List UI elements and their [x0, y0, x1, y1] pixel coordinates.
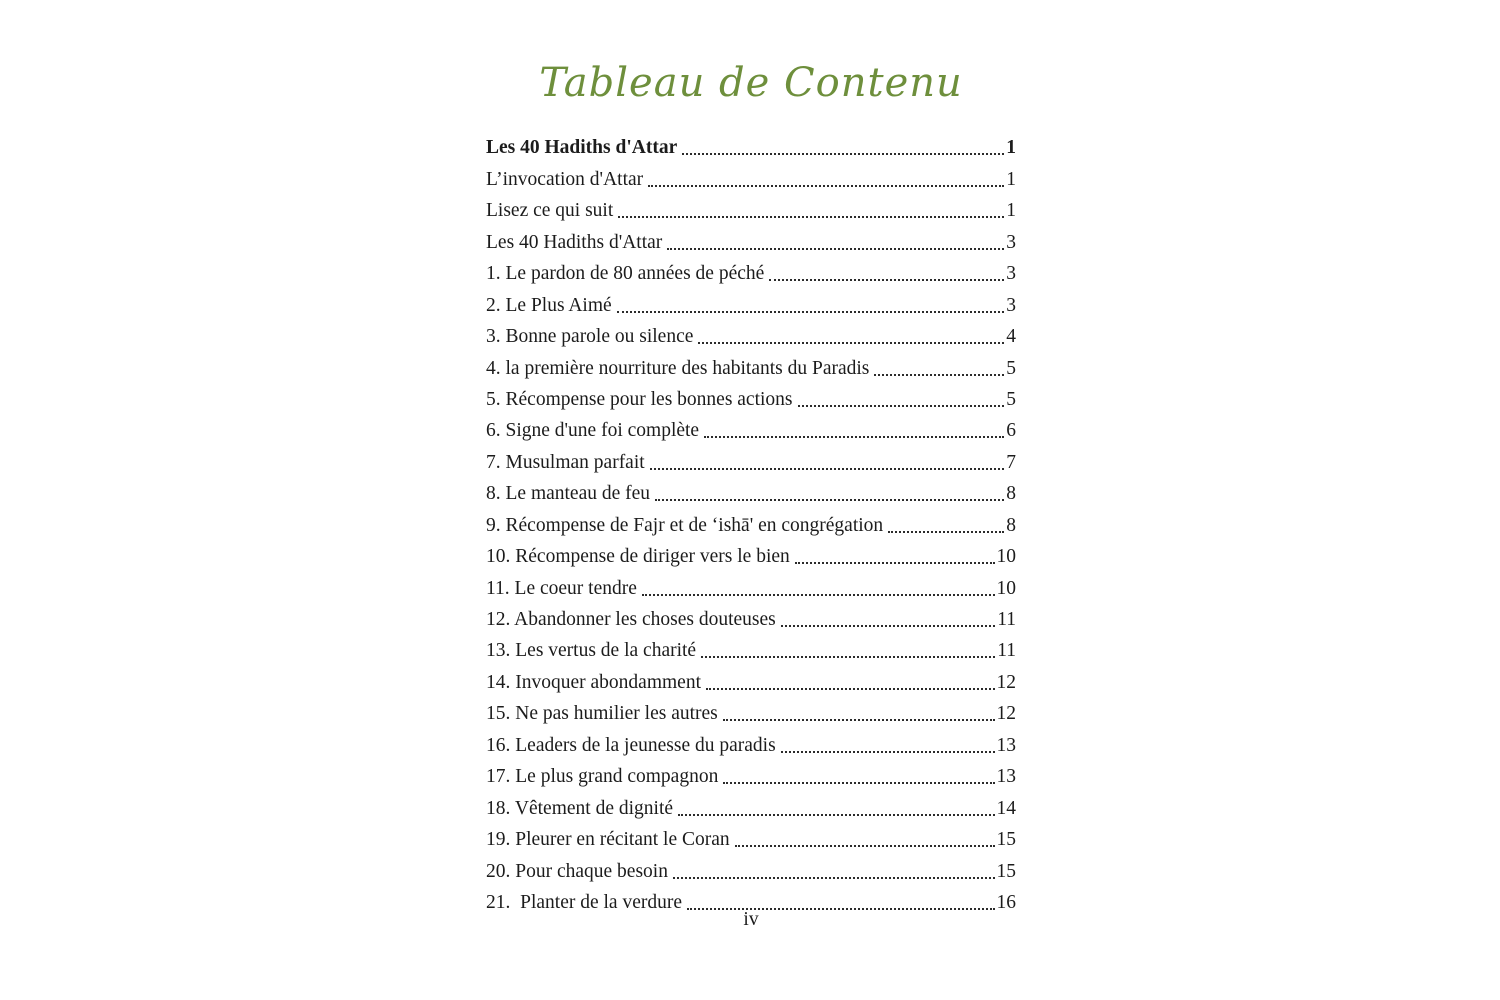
toc-entry-label: 9. Récompense de Fajr et de ‘ishā' en congrégation	[486, 514, 884, 536]
page-title: Tableau de Contenu	[539, 60, 963, 106]
toc-entry-page: 1	[1006, 168, 1016, 190]
toc-entry[interactable]	[486, 286, 1016, 317]
dot-leader	[701, 656, 995, 658]
dot-leader	[723, 719, 995, 721]
dot-leader	[650, 468, 1005, 470]
dot-leader	[888, 531, 1004, 533]
toc-entry-label: 17. Le plus grand compagnon	[486, 766, 719, 788]
dot-leader	[673, 877, 995, 879]
toc-entry-label: 12. Abandonner les choses douteuses	[486, 609, 776, 630]
toc-entry[interactable]	[486, 663, 1016, 694]
toc-entry[interactable]	[486, 255, 1016, 286]
dot-leader	[781, 751, 995, 753]
dot-leader	[682, 153, 1004, 155]
dot-leader	[678, 814, 994, 816]
toc-entry[interactable]	[486, 412, 1016, 443]
toc-entry-label: 11. Le coeur tendre	[486, 577, 637, 599]
toc-entry-label: 8. Le manteau de feu	[486, 483, 651, 505]
toc-entry[interactable]	[486, 538, 1016, 569]
toc-entry[interactable]	[486, 318, 1016, 349]
toc-entry[interactable]	[486, 506, 1016, 537]
toc-entry[interactable]	[486, 852, 1016, 883]
toc-entry-page: 16	[996, 891, 1016, 913]
toc-entry-page: 15	[996, 860, 1016, 882]
toc-entry-label: 5. Récompense pour les bonnes actions	[486, 388, 793, 410]
toc-entry-label: Les 40 Hadiths d'Attar	[486, 137, 678, 159]
toc-entry-page: 3	[1006, 263, 1016, 285]
toc-entry-label: 14. Invoquer abondamment	[486, 671, 701, 693]
toc-entry[interactable]	[486, 632, 1016, 663]
toc-entry[interactable]	[486, 192, 1016, 223]
toc-entry[interactable]	[486, 569, 1016, 600]
toc-entry-page: 15	[996, 829, 1016, 851]
toc-entry-label: 18. Vêtement de dignité	[486, 797, 674, 819]
toc-entry[interactable]	[486, 381, 1016, 412]
footer-page-number: iv	[743, 909, 759, 930]
toc-entry-page: 5	[1006, 357, 1016, 379]
toc-entry-label: 7. Musulman parfait	[486, 451, 645, 473]
toc-list	[486, 129, 1016, 915]
toc-entry-label: 15. Ne pas humilier les autres	[486, 703, 718, 725]
toc-entry-page: 11	[997, 609, 1016, 630]
toc-entry-page: 10	[996, 577, 1016, 599]
toc-entry[interactable]	[486, 349, 1016, 380]
toc-entry[interactable]	[486, 789, 1016, 820]
toc-entry-page: 8	[1006, 514, 1016, 536]
toc-entry-label: 16. Leaders de la jeunesse du paradis	[486, 734, 776, 756]
toc-entry-page: 3	[1006, 231, 1016, 253]
dot-leader	[667, 248, 1004, 250]
toc-entry-label: Les 40 Hadiths d'Attar	[486, 231, 663, 253]
toc-entry-page: 13	[996, 734, 1016, 756]
toc-entry-page: 8	[1006, 483, 1016, 505]
dot-leader	[642, 594, 995, 596]
toc-entry-label: 10. Récompense de diriger vers le bien	[486, 546, 790, 568]
toc-entry-page: 4	[1006, 326, 1016, 348]
toc-entry-label: 19. Pleurer en récitant le Coran	[486, 829, 730, 851]
toc-entry-label: 6. Signe d'une foi complète	[486, 420, 700, 442]
toc-entry-page: 12	[996, 671, 1016, 693]
toc-entry[interactable]	[486, 443, 1016, 474]
dot-leader	[618, 216, 1004, 218]
dot-leader	[798, 405, 1005, 407]
toc-entry[interactable]	[486, 223, 1016, 254]
toc-entry-label: 21. Planter de la verdure	[486, 891, 683, 913]
toc-entry-page: 13	[996, 766, 1016, 788]
toc-entry-page: 6	[1006, 420, 1016, 442]
dot-leader	[704, 436, 1004, 438]
toc-entry-label: 13. Les vertus de la charité	[486, 640, 697, 662]
toc-entry-page: 3	[1006, 294, 1016, 316]
dot-leader	[723, 782, 994, 784]
dot-leader	[874, 374, 1004, 376]
toc-entry[interactable]	[486, 758, 1016, 789]
toc-entry-page: 1	[1006, 137, 1016, 159]
dot-leader	[795, 562, 995, 564]
toc-entry-label: 4. la première nourriture des habitants du Paradis	[486, 357, 870, 379]
toc-entry-page: 14	[996, 797, 1016, 819]
toc-entry[interactable]	[486, 160, 1016, 191]
toc-entry-label: 1. Le pardon de 80 années de péché	[486, 263, 765, 285]
dot-leader	[735, 845, 995, 847]
dot-leader	[698, 342, 1004, 344]
dot-leader	[648, 185, 1004, 187]
dot-leader	[706, 688, 995, 690]
toc-entry[interactable]	[486, 601, 1016, 632]
dot-leader	[655, 499, 1004, 501]
toc-entry-page: 5	[1006, 388, 1016, 410]
toc-entry[interactable]	[486, 129, 1016, 160]
toc-entry-label: L’invocation d'Attar	[486, 168, 644, 190]
dot-leader	[769, 279, 1004, 281]
toc-entry[interactable]	[486, 726, 1016, 757]
toc-entry-page: 7	[1006, 451, 1016, 473]
toc-entry-page: 10	[996, 546, 1016, 568]
toc-entry-label: 2. Le Plus Aimé	[486, 294, 612, 316]
dot-leader	[781, 625, 995, 627]
toc-entry[interactable]	[486, 475, 1016, 506]
toc-entry[interactable]	[486, 695, 1016, 726]
toc-entry[interactable]	[486, 821, 1016, 852]
toc-entry-page: 11	[997, 640, 1016, 662]
toc-entry-page: 12	[996, 703, 1016, 725]
toc-entry-label: 20. Pour chaque besoin	[486, 860, 668, 882]
toc-entry-label: 3. Bonne parole ou silence	[486, 326, 694, 348]
toc-entry-label: Lisez ce qui suit	[486, 200, 614, 222]
toc-entry-page: 1	[1006, 200, 1016, 222]
dot-leader	[617, 311, 1005, 313]
